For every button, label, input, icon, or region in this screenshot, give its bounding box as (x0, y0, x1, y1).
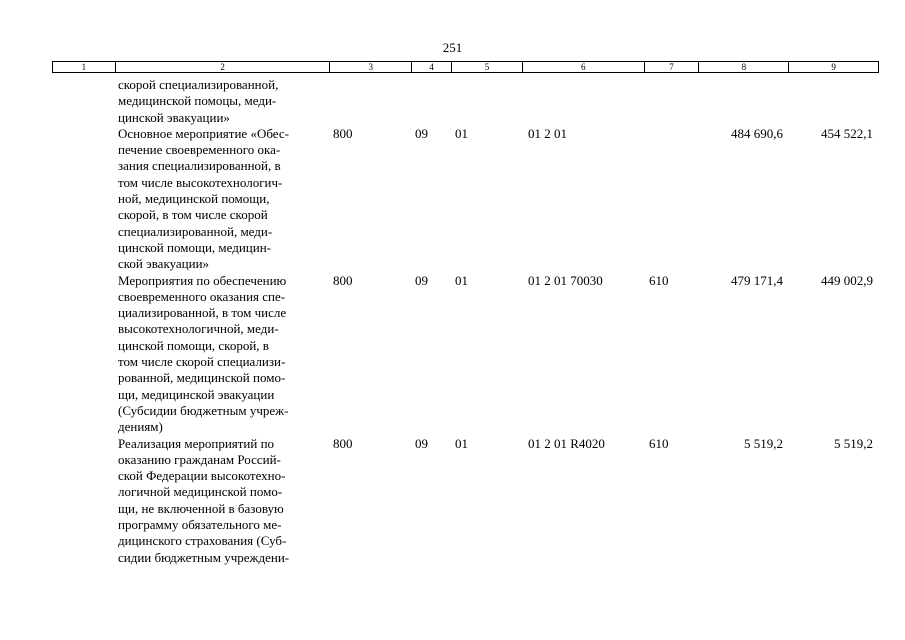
row-indent-cell (52, 77, 115, 126)
row-expense-type: 610 (649, 272, 669, 288)
row-name-line: том числе высокотехнологич- (118, 174, 283, 190)
row-name-line: циализированной, в том числе (118, 305, 287, 321)
row-indent-cell (52, 273, 115, 436)
row-subsection-code: 01 (455, 435, 468, 451)
column-number-header (52, 61, 879, 73)
column-number-5: 5 (452, 62, 523, 72)
row-target-article: 01 2 01 70030 (528, 272, 603, 288)
column-number-6: 6 (523, 62, 645, 72)
row-name-line: Реализация мероприятий по (118, 435, 275, 451)
column-number-3: 3 (330, 62, 412, 72)
table-row (52, 77, 879, 126)
row-name-line: щи, не включенной в базовую (118, 500, 284, 516)
row-name-line: ной, медицинской помощи, (118, 191, 270, 207)
row-name-line: ской Федерации высокотехно- (118, 468, 286, 484)
row-amount-1: 484 690,6 (731, 125, 783, 141)
row-target-article: 01 2 01 (528, 125, 567, 141)
row-name-line: цинской помощи, скорой, в (118, 337, 269, 353)
row-ministry-code: 800 (333, 435, 353, 451)
page-number: 251 (442, 40, 463, 55)
row-name-line: оказанию гражданам Россий- (118, 451, 281, 467)
row-name (115, 77, 330, 126)
column-number-8: 8 (699, 62, 789, 72)
row-name-line: скорой специализированной, (118, 77, 279, 92)
table-row (52, 126, 879, 273)
row-name-line: печение своевременного ока- (118, 142, 281, 158)
row-amount-2: 5 519,2 (834, 435, 873, 451)
row-name-line: медицинской помоцы, меди- (118, 93, 277, 109)
row-target-article (523, 77, 645, 126)
row-ministry-code (330, 77, 412, 126)
column-number-4: 4 (412, 62, 452, 72)
row-ministry-code: 800 (333, 125, 353, 141)
row-name-line: логичной медицинской помо- (118, 484, 283, 500)
row-indent-cell (52, 436, 115, 566)
row-name (115, 126, 330, 273)
row-name-line: рованной, медицинской помо- (118, 370, 286, 386)
row-name-line: дицинского страхования (Суб- (118, 533, 287, 549)
row-amount-2: 454 522,1 (821, 125, 873, 141)
row-expense-type (645, 126, 700, 273)
row-section-code: 09 (415, 272, 428, 288)
row-name-line: программу обязательного ме- (118, 517, 282, 533)
row-indent-cell (52, 126, 115, 273)
column-number-9: 9 (831, 62, 836, 72)
row-name-line: своевременного оказания спе- (118, 288, 286, 304)
row-subsection-code: 01 (455, 125, 468, 141)
row-amount-1 (700, 77, 790, 126)
row-expense-type (645, 77, 700, 126)
budget-table-body (52, 77, 879, 566)
column-number-2: 2 (116, 62, 330, 72)
row-name-line: сидии бюджетным учреждени- (118, 549, 290, 565)
row-amount-1: 5 519,2 (744, 435, 783, 451)
row-target-article: 01 2 01 R4020 (528, 435, 605, 451)
row-section-code (412, 77, 452, 126)
row-amount-1: 479 171,4 (731, 272, 783, 288)
row-name-line: (Субсидии бюджетным учреж- (118, 402, 289, 418)
row-name-line: цинской эвакуации» (118, 109, 230, 125)
row-name-line: дениям) (118, 419, 163, 435)
row-section-code: 09 (415, 125, 428, 141)
row-name-line: щи, медицинской эвакуации (118, 386, 275, 402)
row-amount-2 (790, 77, 879, 126)
row-name-line: специализированной, меди- (118, 223, 273, 239)
row-name-line: ской эвакуации» (118, 256, 210, 272)
column-number-7: 7 (645, 62, 700, 72)
row-subsection-code (452, 77, 523, 126)
row-name (115, 273, 330, 436)
row-name (115, 436, 330, 566)
row-name-line: Основное мероприятие «Обес- (118, 125, 289, 141)
row-name-line: зания специализированной, в (118, 158, 281, 174)
row-section-code: 09 (415, 435, 428, 451)
row-name-line: высокотехнологичной, меди- (118, 321, 279, 337)
row-amount-2: 449 002,9 (821, 272, 873, 288)
row-name-line: цинской помощи, медицин- (118, 239, 272, 255)
row-expense-type: 610 (649, 435, 669, 451)
table-row (52, 436, 879, 566)
row-name-line: том числе скорой специализи- (118, 354, 286, 370)
table-row (52, 273, 879, 436)
row-name-line: скорой, в том числе скорой (118, 207, 268, 223)
row-name-line: Мероприятия по обеспечению (118, 272, 287, 288)
column-number-1: 1 (53, 62, 116, 72)
row-ministry-code: 800 (333, 272, 353, 288)
row-subsection-code: 01 (455, 272, 468, 288)
